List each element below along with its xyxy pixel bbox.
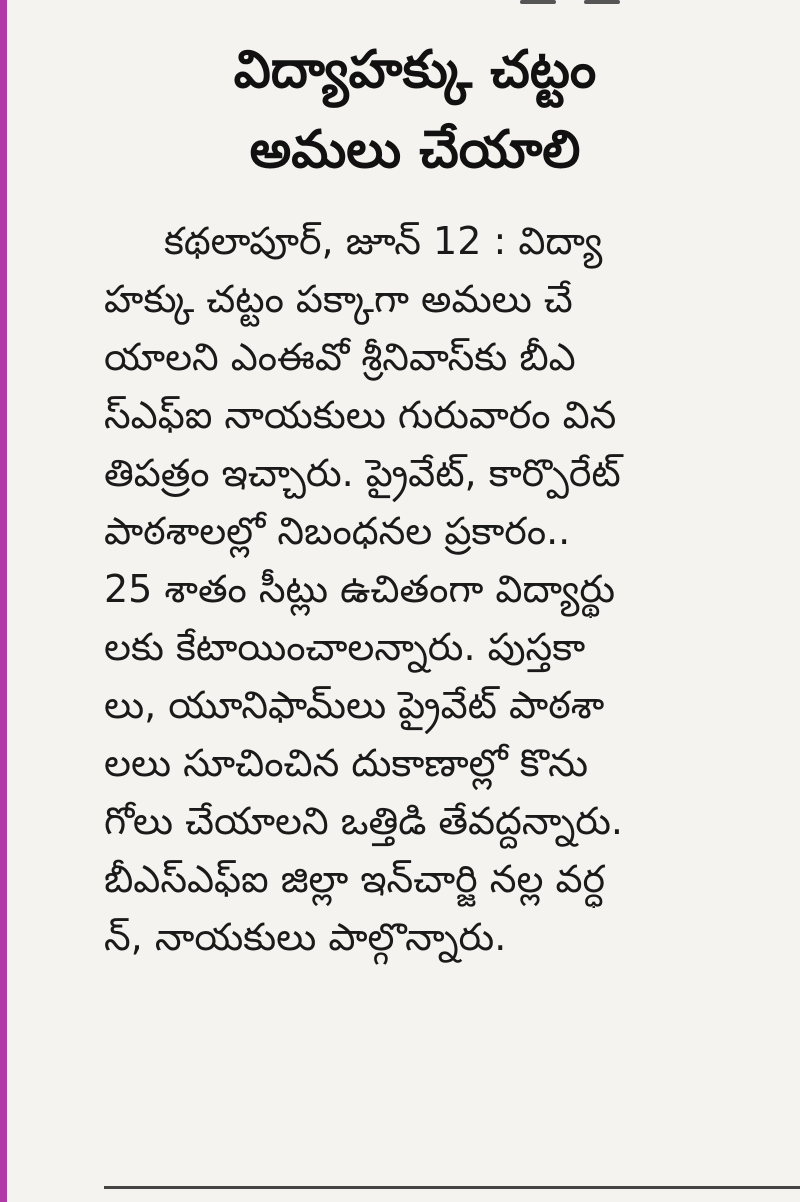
body-line: కథలాపూర్, జూన్ 12 : విద్యా: [164, 219, 603, 263]
body-line: యాలని ఎంఈవో శ్రీనివాస్‌కు బీఎ: [104, 335, 576, 379]
body-line: బీఎస్‌ఎఫ్‌ఐ జిల్లా ఇన్‌చార్జి నల్ల వర్ధ: [104, 857, 606, 901]
body-line: హక్కు చట్టం పక్కాగా అమలు చే: [104, 277, 573, 321]
body-line: పాఠశాలల్లో నిబంధనల ప్రకారం..: [104, 509, 571, 553]
body-line: 25 శాతం సీట్లు ఉచితంగా విద్యార్థు: [104, 567, 616, 611]
bottom-divider: [104, 1186, 800, 1189]
body-line: తిపత్రం ఇచ్చారు. ప్రైవేట్, కార్పొరేట్: [104, 451, 621, 495]
body-line: లు, యూనిఫామ్‌లు ప్రైవేట్ పాఠశా: [104, 683, 605, 727]
body-line: లకు కేటాయించాలన్నారు. పుస్తకా: [104, 625, 586, 669]
cropped-text-fragment: [520, 0, 640, 8]
body-line: లలు సూచించిన దుకాణాల్లో కొను: [104, 741, 588, 785]
headline-line: విద్యాహక్కు చట్టం: [233, 40, 597, 100]
page-left-border: [0, 0, 7, 1202]
headline-line: అమలు చేయాలి: [249, 120, 581, 180]
article-body: [104, 212, 744, 966]
article-headline: [40, 30, 790, 190]
body-line: గోలు చేయాలని ఒత్తిడి తేవద్దన్నారు.: [104, 799, 623, 843]
body-line: స్‌ఎఫ్‌ఐ నాయకులు గురువారం విన: [104, 393, 617, 437]
body-line: న్, నాయకులు పాల్గొన్నారు.: [104, 915, 507, 959]
